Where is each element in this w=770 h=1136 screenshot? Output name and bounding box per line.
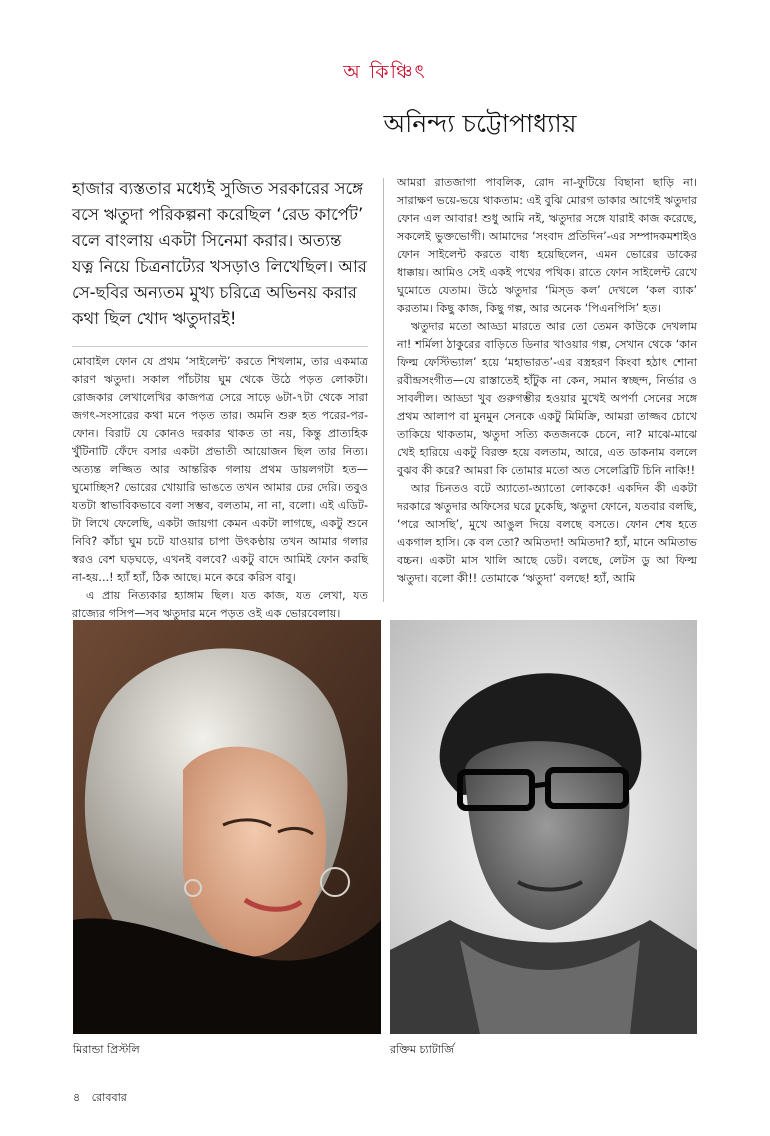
author-name: অনিন্দ্য চট্টোপাধ্যায় [383,109,577,138]
body-paragraph: আমরা রাতজাগা পাবলিক, রোদ না-ফুটিয়ে বিছানা ছাড়ি না। সারাক্ষণ ভয়ে-ভয়ে থাকতাম: এই বুঝি মোরগ ডাকার আগেই ঋতুদার ফোন এল আবার! শুধু আমি নই, ঋতুদার সঙ্গে যারাই কাজ করেছে, সকলেই ভুক্তভোগী। আমাদের ‘সংবাদ প্রতিদিন’-এর সম্পাদকমশাইও ফোন সাইলেন্ট করতে বাধ্য হয়েছিলেন, এমন ভোরের ডাকের ধাক্কায়। আমিও সেই একই পথের পথিক। রাতে ফোন সাইলেন্ট রেখে ঘুমোতে যেতাম। উঠে ঋতুদার ‘মিস্‌ড কল’ দেখলে ‘কল ব্যাক’ করতাম। কিছু কাজ, কিছু গল্প, আর অনেক ‘পিএনপিসি’ হত। [397,176,697,315]
caption-right: রক্তিম চ্যাটার্জি [390,1043,454,1056]
photo-woman-art [73,620,381,1034]
section-kicker: অ কিঞ্চিৎ [343,61,427,83]
body-paragraph: ঋতুদার মতো আড্ডা মারতে আর তো তেমন কাউকে দেখলাম না! শর্মিলা ঠাকুরের বাড়িতে ডিনার খাওয়ার গল্প, সেখান থেকে ‘কান ফিল্ম ফেস্টিভ্যাল’ হয়ে ‘মহাভারত’-এর বস্ত্রহরণ কিংবা হঠাৎ শোনা রবীন্দ্রসংগীত—যে রাস্তাতেই হাঁটুক না কেন, সমান স্বচ্ছন্দ, নির্ভার ও সাবলীল। আড্ডা খুব গুরুগম্ভীর হওয়ার মুখেই অপর্ণা সেনের সঙ্গে প্রথম আলাপ বা মুনমুন সেনকে একটু মিমিক্রি, আমরা তাজ্জব চোখে তাকিয়ে থাকতাম, ঋতুদা সত্যি কতজনকে চেনে, না? মাঝে-মাঝে খেই হারিয়ে একটু বিরক্ত হয়ে বলতাম, আরে, এত ডাকনাম বললে বুঝব কী করে? আমরা কি তোমার মতো অত সেলেব্রিটি চিনি নাকি!! [397,320,697,477]
page-footer [73,1089,135,1108]
body-paragraph: এ প্রায় নিত্যকার হ্যাঙ্গাম ছিল। যত কাজ, যত লেখা, যত রাজ্যের গসিপ—সব ঋতুদার মনে পড়ত ওই এক ভোরবেলায়। [72,589,368,620]
left-column [72,174,368,620]
body-paragraph: মোবাইল ফোন যে প্রথম ‘সাইলেন্ট’ করতে শিখলাম, তার একমাত্র কারণ ঋতুদা। সকাল পাঁচটায় ঘুম থেকে উঠে পড়ত লোকটা। রোজকার লেখালেখির কাজপত্র সেরে সাড়ে ৬টা-৭টা থেকে সারা জগৎ-সংসারের কথা মনে পড়ত তার। অমনি শুরু হত পরের-পর-ফোন। বিরাট যে কোনও দরকার থাকত তা নয়, কিন্তু প্রাত্যহিক খুঁটিনাটি ফেঁদে বসার একটা প্রভাতী আয়োজন ছিল তার নিত্য। অত্যন্ত লজ্জিত আর আন্তরিক গলায় প্রথম ডায়লগটা হত—ঘুমোচ্ছিস? ভোরের খোয়ারি ভাঙতে তখন আমার ঢের দেরি। তবুও যতটা স্বাভাবিকভাবে বলা সম্ভব, বলতাম, না না, বলো। এই এডিট-টা লিখে ফেলেছি, একটা জায়গা কেমন একটা লাগছে, একটু শুনে নিবি? কাঁচা ঘুম চটে যাওয়ার চাপা উৎকণ্ঠায় তখন আমার গলার স্বরও বেশ ঘড়ঘড়ে, এখনই বলবে? একটু বাদে আমিই ফোন করছি না-হয়...! হ্যাঁ হ্যাঁ, ঠিক আছে। মনে করে করিস বাবু। [72,355,368,584]
photo-man-portrait [390,620,697,1034]
photo-man-art [390,620,697,1034]
column-divider [383,178,384,602]
caption-left: মিরান্ডা প্রিস্টলি [73,1043,140,1056]
page-number: ৪ [73,1091,81,1104]
magazine-section: রোববার [91,1091,127,1104]
photo-woman-portrait [73,620,381,1034]
right-column [397,174,697,606]
body-paragraph: আর চিনতও বটে অ্যাতো-অ্যাতো লোককে! একদিন কী একটা দরকারে ঋতুদার অফিসের ঘরে ঢুকেছি, ঋতুদা ফোনে, যতবার বলছি, ‘পরে আসছি’, মুখে আঙুল দিয়ে বলছে বসতে। ফোন শেষ হতে একগাল হাসি। কে বল তো? অমিতদা! অমিতদা? হ্যাঁ, মানে অমিতাভ বচ্চন। একটা মাস খালি আছে ডেট। বলছে, লেটস ডু আ ফিল্ম ঋতুদা। বলো কী!! তোমাকে ‘ঋতুদা’ বলছে! হ্যাঁ, আমি [397,482,697,585]
intro-divider [72,346,368,347]
intro-blurb: হাজার ব্যস্ততার মধ্যেই সুজিত সরকারের সঙ্গে বসে ঋতুদা পরিকল্পনা করেছিল ‘রেড কার্পেট’ বলে বাংলায় একটা সিনেমা করার। অত্যন্ত যত্ন নিয়ে চিত্রনাট্যের খসড়াও লিখেছিল। আর সে-ছবির অন্যতম মুখ্য চরিত্রে অভিনয় করার কথা ছিল খোদ ঋতুদারই! [72,179,367,328]
